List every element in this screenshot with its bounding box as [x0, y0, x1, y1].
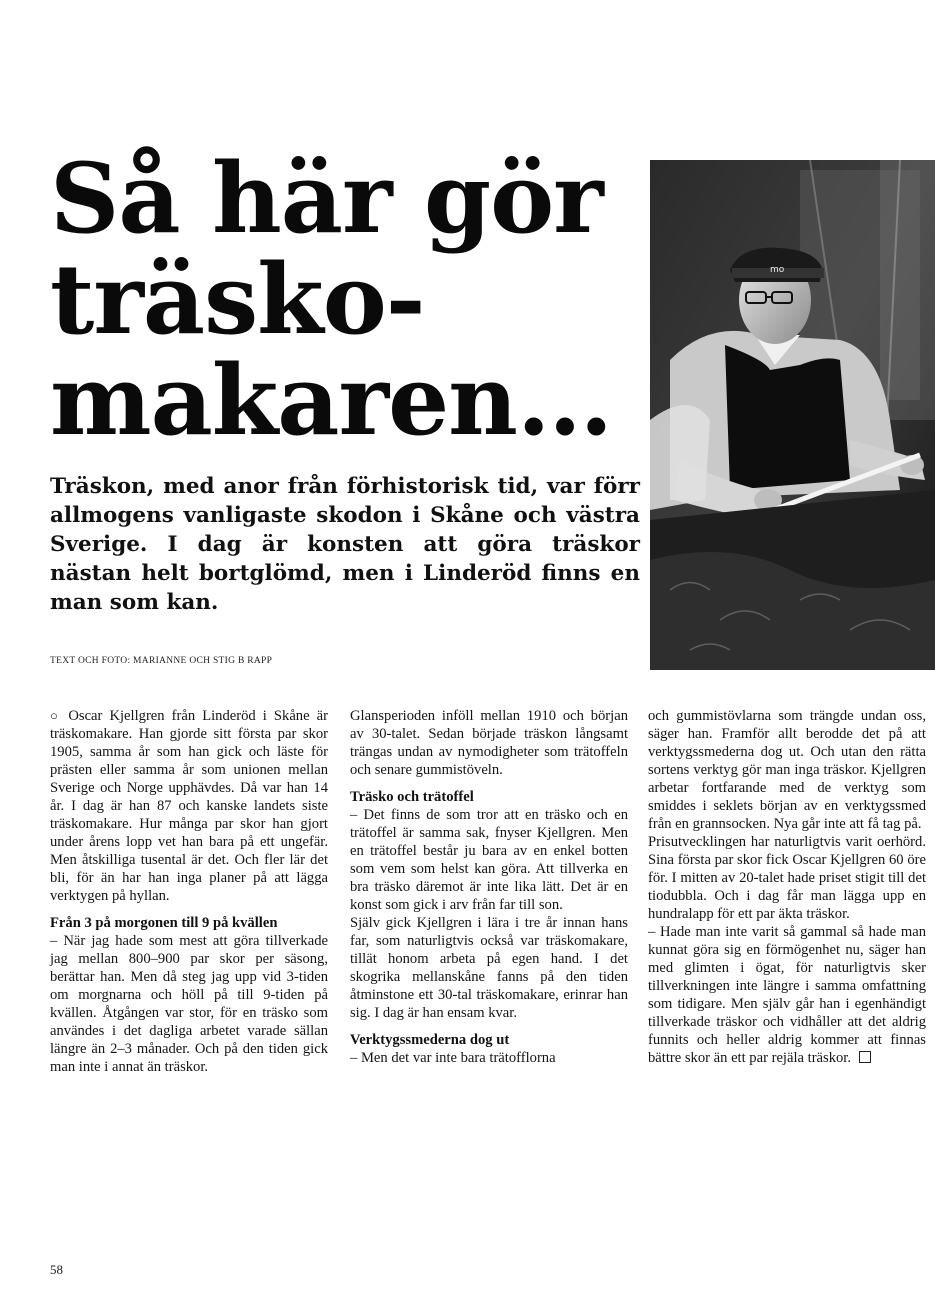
headline-line-2: träsko-: [50, 243, 425, 356]
col2-subheading-1: Träsko och trätoffel: [350, 789, 474, 805]
photo-credit: TEXT OCH FOTO: MARIANNE OCH STIG B RAPP: [50, 656, 273, 666]
col3-paragraph-2: Prisutvecklingen har naturligtvis varit oerhörd. Sina första par skor fick Oscar Kjellgren 60 öre för. I mitten av 20-talet hade priset stigit till det tiodubbla. Och i dag får man lägga upp en hundralapp för ett par äkta träskor.: [648, 834, 926, 922]
col2-paragraph-3: Själv gick Kjellgren i lära i tre år innan hans far, som naturligtvis också var träskomakare, tillät honom arbeta på egen hand. I det skogrika mellanskåne fanns på den tiden åtminstone ett 30-tal träskomakare, erinrar han sig. I dag är han ensam kvar.: [350, 915, 628, 1021]
col3-paragraph-1: och gummistövlarna som trängde undan oss, säger han. Framför allt berodde det på att verktygssmederna dog ut. Och utan den rätta sortens verktyg gör man inga träskor. Kjellgren arbetar fortfarande med de verktyg som smiddes i seklets början av en verktygssmed från en grannsocken. Nya går inte att få tag på.: [648, 708, 926, 832]
col1-paragraph-1-text: Oscar Kjellgren från Linderöd i Skåne är träskomakare. Han gjorde sitt första par skor 1905, samma år som han gick och läste för prästen eller samma år som unionen mellan Sverige och Norge upphävdes. Då var han 14 år. I dag är han 87 och kanske landets siste träskomakare. Hur många par skor han gjort under årens lopp vet han bara på ett ungefär. Men åtskilliga tusental är det. Och fler lär det bli, för än har han inga planer på att lägga verktygen på hyllan.: [50, 708, 328, 904]
col1-paragraph-1: [50, 707, 328, 905]
headline-line-3: makaren…: [50, 344, 612, 457]
headline: [50, 142, 650, 457]
col2-subheading-2: Verktygssmederna dog ut: [350, 1032, 510, 1048]
col1-paragraph-2: – När jag hade som mest att göra tillverkade jag mellan 800–900 par skor per säsong, berättar han. Men då steg jag upp vid 3-tiden om morgnarna och höll på till 9-tiden på kvällen. Åtgången var stor, för en träsko som användes i det dagliga arbetet varade sällan längre än 2–3 månader. Och på den tiden gick man inte i annat än träskor.: [50, 933, 328, 1075]
headline-line-1: Så här gör: [50, 142, 603, 255]
photo-illustration: [650, 160, 935, 670]
col3-paragraph-3: [648, 923, 926, 1067]
article-column-1: [50, 707, 328, 1076]
photo-woodworker: [650, 160, 935, 670]
col2-paragraph-4: – Men det var inte bara trätofflorna: [350, 1050, 556, 1066]
end-square-icon: [859, 1051, 871, 1063]
lead-paragraph: Träskon, med anor från förhistorisk tid, var förr allmogens vanligaste skodon i Skåne och västra Sverige. I dag är konsten att göra träskor nästan helt bortglömd, men i Linderöd finns en man som kan.: [50, 474, 640, 615]
article-column-3: [648, 707, 926, 1067]
article-column-2: [350, 707, 628, 1067]
col3-paragraph-3-text: – Hade man inte varit så gammal så hade man kunnat göra sig en förmögenhet nu, säger han med glimten i ögat, för naturligtvis sker tillverkningen inte längre i samma omfattning som tidigare. Men själv går han i egenhändigt tillverkade träskor och vidhåller att det aldrig funnits och heller aldrig kommer att finnas bättre skor än ett par rejäla träskor.: [648, 924, 926, 1066]
page-number: 58: [50, 1262, 63, 1277]
col2-paragraph-2: – Det finns de som tror att en träsko och en trätoffel är samma sak, fnyser Kjellgren. Men en trätoffel består ju bara av en enkel botten som vem som helst kan göra. Att tillverka en bra träsko däremot är inte lika lätt. Det är en konst som gick i arv från far till son.: [350, 807, 628, 913]
cap-badge-text: mo: [770, 265, 785, 275]
col1-subheading: Från 3 på morgonen till 9 på kvällen: [50, 915, 278, 931]
col2-paragraph-1: Glansperioden inföll mellan 1910 och början av 30-talet. Sedan började träskon långsamt trängas undan av nymodigheter som trätoffeln och senare gummistöveln.: [350, 708, 628, 778]
start-bullet-icon: ○: [50, 708, 62, 723]
